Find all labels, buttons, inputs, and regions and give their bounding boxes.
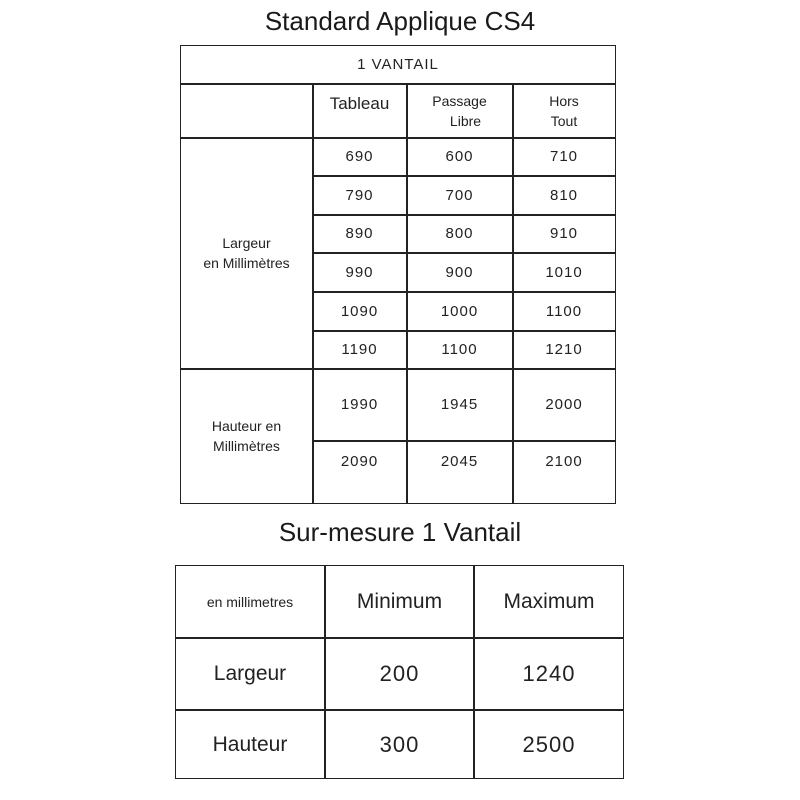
cell-largeur-tableau: 1190 — [341, 341, 378, 358]
cell-largeur-passage: 1100 — [441, 341, 478, 358]
cell-hauteur-hors-tout: 2100 — [545, 452, 583, 470]
col-header-hors-tout: Hors Tout — [549, 92, 579, 129]
header-1-vantail: 1 VANTAIL — [357, 56, 439, 73]
col-header-maximum: Maximum — [503, 589, 595, 613]
cell-largeur-passage: 700 — [445, 187, 474, 204]
cell-hauteur-tableau: 1990 — [340, 396, 379, 413]
col-header-minimum: Minimum — [356, 589, 443, 613]
cell-largeur-tableau: 1090 — [340, 302, 379, 320]
row-label-hauteur: Hauteur — [212, 732, 288, 756]
sur-mesure-title: Sur-mesure 1 Vantail — [278, 517, 522, 547]
cell-largeur-max: 1240 — [522, 661, 576, 686]
cell-largeur-hors-tout: 1210 — [545, 341, 583, 358]
cell-largeur-min: 200 — [379, 661, 420, 686]
cell-largeur-passage: 1000 — [440, 302, 479, 320]
cell-hauteur-passage: 2045 — [440, 452, 479, 470]
row-label-hauteur: Hauteur en Millimètres — [211, 418, 282, 454]
cell-largeur-hors-tout: 710 — [549, 148, 579, 165]
cell-largeur-hors-tout: 1010 — [545, 264, 583, 281]
sur-mesure-table — [175, 565, 624, 779]
cell-largeur-passage: 800 — [445, 225, 474, 242]
cell-largeur-hors-tout: 810 — [549, 187, 579, 204]
cell-largeur-tableau: 990 — [345, 264, 374, 281]
cell-largeur-hors-tout: 1100 — [545, 302, 583, 320]
cell-hauteur-hors-tout: 2000 — [545, 396, 583, 413]
cell-largeur-passage: 900 — [445, 264, 474, 281]
cell-largeur-tableau: 890 — [345, 225, 374, 242]
cell-largeur-tableau: 690 — [345, 148, 374, 165]
standard-title: Standard Applique CS4 — [264, 6, 536, 36]
cell-hauteur-passage: 1945 — [440, 396, 479, 413]
cell-largeur-tableau: 790 — [345, 187, 374, 204]
row-label-largeur: Largeur en Millimètres — [203, 235, 290, 271]
standard-table — [180, 45, 616, 504]
cell-largeur-passage: 600 — [445, 148, 474, 165]
col-header-passage-libre: Passage Libre — [432, 92, 487, 129]
row-label-largeur: Largeur — [213, 662, 287, 685]
cell-hauteur-max: 2500 — [522, 731, 576, 757]
unit-label: en millimetres — [206, 593, 294, 610]
cell-largeur-hors-tout: 910 — [549, 225, 579, 242]
cell-hauteur-min: 300 — [379, 731, 420, 757]
cell-hauteur-tableau: 2090 — [340, 452, 379, 470]
col-header-tableau: Tableau — [329, 94, 390, 113]
